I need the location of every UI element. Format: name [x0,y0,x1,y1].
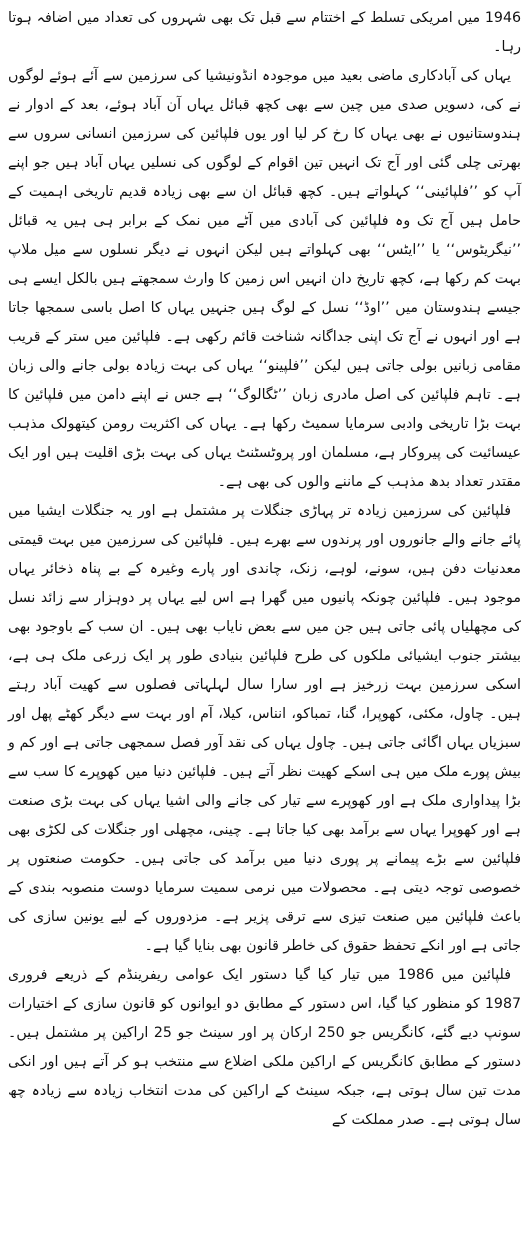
paragraph-geography-economy: فلپائین کی سرزمین زیادہ تر پہاڑی جنگلات پر مشتمل ہے اور یہ جنگلات ایشیا میں پائے جانے والے جانوروں اور پرندوں سے بھرے ہیں۔ فلپائین کی سرزمین میں بہت قیمتی معدنیات دفن ہیں، سونے، لوہے، زنک، چاندی اور پارے وغیرہ کے بے پناہ ذخائر یہاں موجود ہیں۔ فلپائین چونکہ پانیوں میں گھرا ہے اس لیے یہاں پر دوہزار سے زائد نسل کی مچھلیاں پائی جاتی ہیں جن میں سے بعض نایاب بھی ہیں۔ ان سب کے باوجود بھی بیشتر جنوب ایشیائی ملکوں کی طرح فلپائین بنیادی طور پر ایک زرعی ملک ہی ہے، اسکی سرزمین بہت زرخیز ہے اور سارا سال لہلہاتی فصلوں سے کھیت آباد رہتے ہیں۔ چاول، مکئی، کھوپرا، گنا، تمباکو، انناس، کیلا، آم اور بہت سے دیگر کھٹے پھل اور سبزیاں یہاں اگائی جاتی ہیں۔ چاول یہاں کی نقد آور فصل سمجھی جاتی ہے اور کم و بیش پورے ملک میں ہی اسکے کھیت نظر آتے ہیں۔ فلپائین دنیا میں کھوپرے کا سب سے بڑا پیداواری ملک ہے اور کھوپرے سے تیار کی جانے والی اشیا یہاں کی بہت بڑی صنعت ہے اور کھوپرا یہاں سے برآمد بھی کیا جاتا ہے۔ چینی، مچھلی اور جنگلات کی لکڑی بھی فلپائین سے بڑے پیمانے پر پوری دنیا میں برآمد کی جاتی ہیں۔ حکومت صنعتوں پر خصوصی توجہ دیتی ہے۔ محصولات میں نرمی سمیت سرمایا دوست منصوبہ بندی کے باعث فلپائین میں صنعت تیزی سے ترقی پزیر ہے۔ مزدوروں کے لیے یونین سازی کی جاتی ہے اور انکے تحفظ حقوق کی خاطر قانون بھی بنایا گیا ہے۔ [8,503,521,954]
paragraph-population-history: یہاں کی آبادکاری ماضی بعید میں موجودہ انڈونیشیا کی سرزمین سے آئے ہوئے لوگوں نے کی، دسویں صدی میں چین سے بھی کچھ قبائل یہاں آن آباد ہوئے، بعد کے ادوار نے ہندوستانیوں نے بھی یہاں کا رخ کر لیا اور یوں فلپائین کی سرزمین انسانی سروں سے بھرتی چلی گئی اور آج تک انہیں تین اقوام کے لوگوں کی نسلیں یہاں آباد ہیں جو اپنے آپ کو ’’فلپائینی‘‘ کہلواتے ہیں۔ کچھ قبائل ان سے بھی زیادہ قدیم تاریخی اہمیت کے حامل ہیں آج تک وہ فلپائین کی آبادی میں آٹے میں نمک کے برابر ہی ہیں یہ قبائل ’’نیگریٹوس‘‘ یا ’’ایٹس‘‘ بھی کہلواتے ہیں لیکن انہوں نے دیگر نسلوں سے میل ملاپ بہت کم رکھا ہے، کچھ تاریخ دان انہیں اس زمین کا وارث سمجھتے ہیں بالکل ایسے ہی جیسے ہندوستان میں ’’اوڈ‘‘ نسل کے لوگ ہیں جنہیں یہاں کا اصل باسی سمجھا جاتا ہے اور انہوں نے آج تک اپنی جداگانہ شناخت قائم رکھی ہے۔ فلپائین میں ستر کے قریب مقامی زبانیں بولی جاتی ہیں لیکن ’’فلپینو‘‘ یہاں کی بہت زیادہ بولی جانے والی زبان ہے۔ تاہم فلپائین کی اصل مادری زبان ’’ٹگالوگ‘‘ ہے جس نے اپنے دامن میں فلپائین کا بہت بڑا تاریخی وادبی سرمایا سمیٹ رکھا ہے۔ یہاں کی اکثریت رومن کیتھولک مذہب عیسائیت کی پیروکار ہے، مسلمان اور پروٹسٹنٹ یہاں کی بہت بڑی اقلیت ہیں اور ایک مقتدر تعداد بدھ مذہب کے ماننے والوں کی بھی ہے۔ [8,68,521,490]
paragraph-urbanization: 1946 میں امریکی تسلط کے اختتام سے قبل تک بھی شہروں کی تعداد میں اضافہ ہوتا رہا۔ [8,10,521,55]
paragraph-constitution: فلپائین میں 1986 میں تیار کیا گیا دستور ایک عوامی ریفرینڈم کے ذریعے فروری 1987 کو منظور کیا گیا، اس دستور کے مطابق دو ایوانوں کو قانون سازی کے اختیارات سونپ دیے گئے، کانگریس جو 250 ارکان پر اور سینٹ جو 25 اراکین پر مشتمل ہیں۔ دستور کے مطابق کانگریس کے اراکین ملکی اضلاع سے منتخب ہو کر آتے ہیں اور انکی مدت تین سال ہوتی ہے، جبکہ سینٹ کے اراکین کی مدت انتخاب زیادہ سے زیادہ چھ سال ہوتی ہے۔ صدر مملکت کے [8,967,522,1128]
